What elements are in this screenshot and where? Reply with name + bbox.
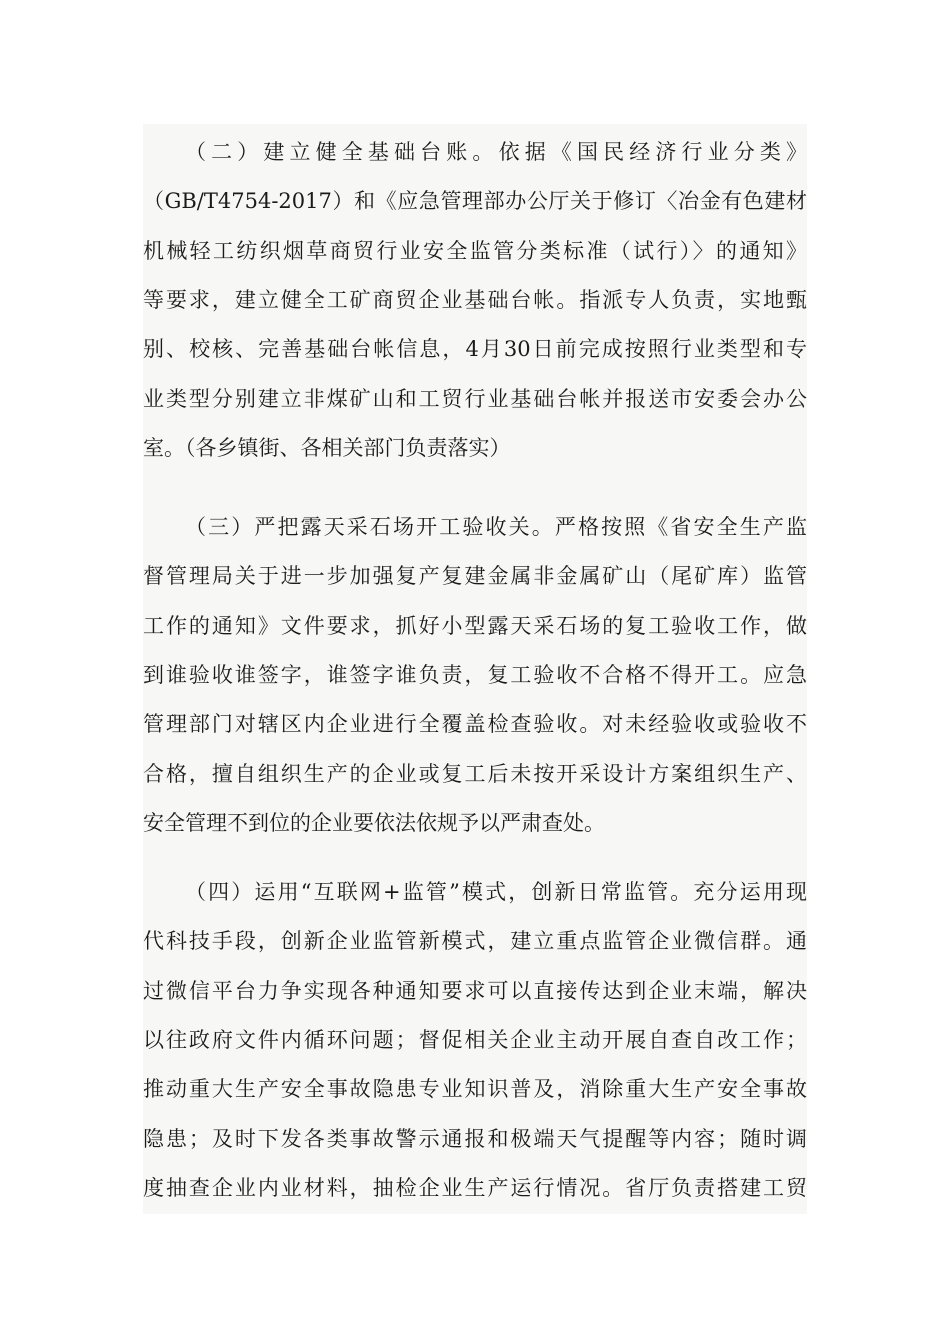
text-line: 督管理局关于进一步加强复产复建金属非金属矿山（尾矿库）监管 — [143, 564, 807, 589]
text-line: 过微信平台力争实现各种通知要求可以直接传达到企业末端，解决 — [143, 978, 807, 1003]
text-line: 业类型分别建立非煤矿山和工贸行业基础台帐并报送市安委会办公 — [143, 386, 807, 411]
text-line: 合格，擅自组织生产的企业或复工后未按开采设计方案组织生产、 — [143, 761, 807, 786]
text-line: 工作的通知》文件要求，抓好小型露天采石场的复工验收工作，做 — [143, 613, 807, 638]
text-line: 推动重大生产安全事故隐患专业知识普及，消除重大生产安全事故 — [143, 1077, 807, 1102]
text-line: 别、校核、完善基础台帐信息，4月30日前完成按照行业类型和专 — [143, 337, 807, 362]
text-line: 安全管理不到位的企业要依法依规予以严肃查处。 — [143, 810, 605, 835]
text-line: （二）建立健全基础台账。依据《国民经济行业分类》 — [185, 140, 807, 164]
text-line: 隐患；及时下发各类事故警示通报和极端天气提醒等内容；随时调 — [143, 1126, 807, 1151]
text-line: （三）严把露天采石场开工验收关。严格按照《省安全生产监 — [185, 515, 807, 539]
paragraph-section-2 — [143, 128, 807, 473]
text-line: （四）运用“互联网+监管”模式，创新日常监管。充分运用现 — [185, 880, 807, 904]
text-line: 到谁验收谁签字，谁签字谁负责，复工验收不合格不得开工。应急 — [143, 662, 807, 687]
text-block — [143, 124, 807, 1214]
text-line: 以往政府文件内循环问题；督促相关企业主动开展自查自改工作； — [143, 1027, 807, 1052]
text-line: （GB/T4754-2017）和《应急管理部办公厅关于修订〈冶金有色建材 — [143, 189, 807, 214]
text-line: 管理部门对辖区内企业进行全覆盖检查验收。对未经验收或验收不 — [143, 712, 807, 737]
text-line: 等要求，建立健全工矿商贸企业基础台帐。指派专人负责，实地甄 — [143, 287, 807, 312]
text-line: 度抽查企业内业材料，抽检企业生产运行情况。省厅负责搭建工贸 — [143, 1175, 807, 1200]
paragraph-section-3 — [143, 503, 807, 848]
text-line: 代科技手段，创新企业监管新模式，建立重点监管企业微信群。通 — [143, 929, 807, 954]
text-line: 室。（各乡镇街、各相关部门负责落实） — [143, 435, 511, 460]
text-line: 机械轻工纺织烟草商贸行业安全监管分类标准（试行）〉的通知》 — [143, 238, 807, 263]
paragraph-section-4 — [143, 868, 807, 1213]
